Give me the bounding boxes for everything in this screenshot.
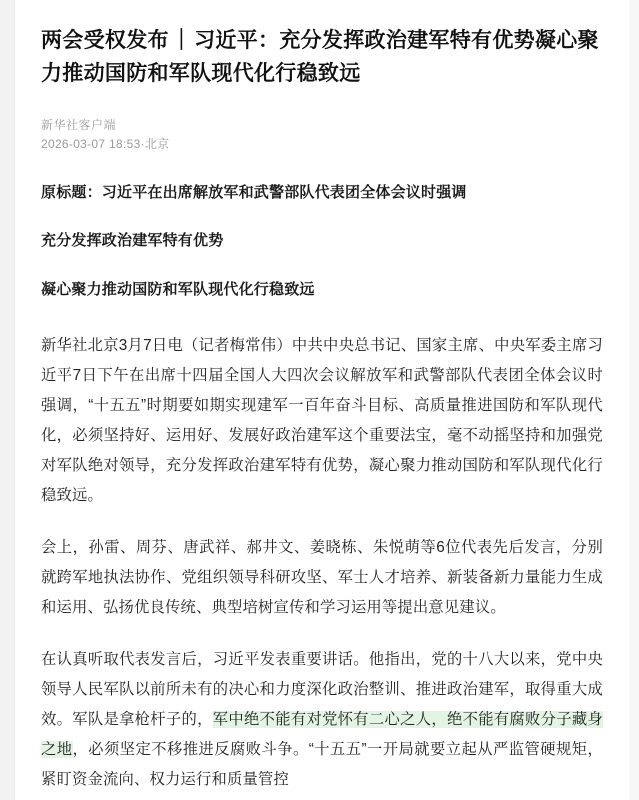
headline-separator: ｜ (170, 29, 193, 52)
headline-main: 习近平：充分发挥政治建军特有优势凝心聚力推动国防和军队现代化行稳致远 (41, 29, 599, 85)
highlighted-text: 军中绝不能有对党怀有二心之人，绝不能有腐败分子藏身之地 (41, 711, 603, 758)
article-content (14, 0, 629, 795)
paragraph-3-lead: 在认真听取代表发言后，习近平发表重要讲话。他指出，党的十八大以来，党中央领导人民军队以前所未有的决心和力度深化政治整训、推进政治建军，取得重大成效。军队是拿枪杆子的， (41, 651, 603, 728)
right-gutter-scrollbar[interactable] (629, 0, 639, 800)
timestamp-label: 2026-03-07 18:53·北京 (41, 137, 170, 151)
subtitle-two: 凝心聚力推动国防和军队现代化行稳致远 (41, 281, 315, 298)
subtitle-one: 充分发挥政治建军特有优势 (41, 232, 224, 249)
article-body (41, 180, 603, 795)
original-title: 原标题：习近平在出席解放军和武警部队代表团全体会议时强调 (41, 184, 467, 201)
source-label: 新华社客户端 (41, 118, 117, 132)
paragraph-3-tail: ，必须坚定不移推进反腐败斗争。“十五五”一开局就要立起从严监管硬规矩，紧盯资金流向、权力运行和质量管控 (41, 741, 603, 788)
page-title (41, 24, 603, 90)
headline-prefix: 两会受权发布 (41, 29, 169, 52)
left-gutter (0, 0, 15, 800)
paragraph-3 (41, 645, 603, 795)
paragraph-1: 新华社北京3月7日电（记者梅常伟）中共中央总书记、国家主席、中央军委主席习近平7日下午在出席十四届全国人大四次会议解放军和武警部队代表团全体会议时强调，“十五五”时期要如期实现建军一百年奋斗目标、高质量推进国防和军队现代化，必须坚持好、运用好、发展好政治建军这个重要法宝，毫不动摇坚持和加强党对军队绝对领导，充分发挥政治建军特有优势，凝心聚力推动国防和军队现代化行稳致远。 (41, 337, 603, 504)
paragraph-2: 会上，孙雷、周芬、唐武祥、郝井文、姜晓栋、朱悦萌等6位代表先后发言，分别就跨军地执法协作、党组织领导科研攻坚、军士人才培养、新装备新力量能力生成和运用、弘扬优良传统、典型培树宣传和学习运用等提出意见建议。 (41, 539, 603, 616)
article-meta (41, 116, 603, 154)
